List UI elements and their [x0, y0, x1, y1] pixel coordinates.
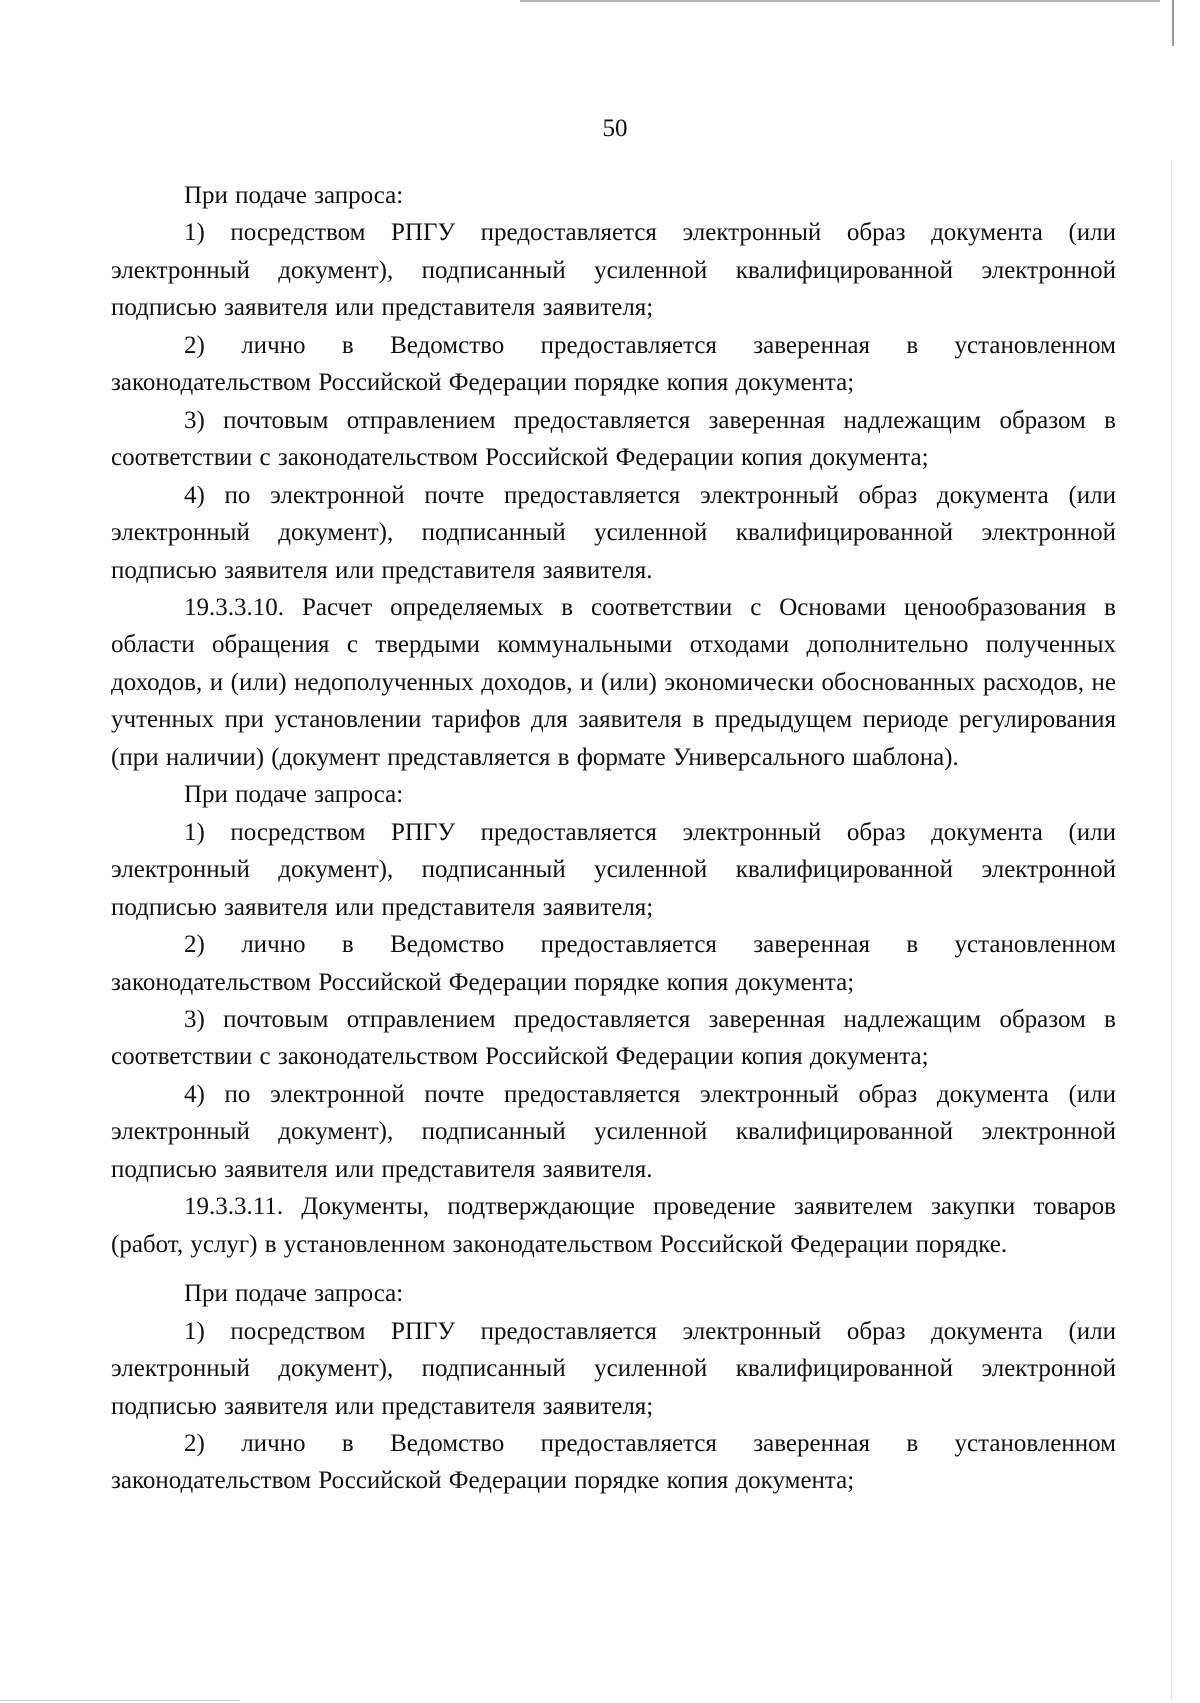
- paragraph-section-19-3-3-10: 19.3.3.10. Расчет определяемых в соответствии с Основами ценообразования в области обращения с твердыми коммунальными отходами дополнительно полученных доходов, и (или) недополученных доходов, и (или) экономически обоснованных расходов, не учтенных при установлении тарифов для заявителя в предыдущем периоде регулирования (при наличии) (документ представляется в формате Универсального шаблона).: [111, 593, 1116, 771]
- paragraph-item-1-rpgu: 1) посредством РПГУ предоставляется электронный образ документа (или электронный документ), подписанный усиленной квалифицированной электронной подписью заявителя или представителя заявителя;: [111, 219, 1116, 322]
- scan-edge-right: [1172, 0, 1174, 46]
- paragraph-submission-heading: При подаче запроса:: [184, 182, 404, 209]
- document-body: [111, 177, 1116, 1500]
- paragraph-submission-heading: При подаче запроса:: [184, 781, 404, 809]
- page-number: 50: [602, 115, 628, 142]
- paragraph-item-1-rpgu: 1) посредством РПГУ предоставляется электронный образ документа (или электронный документ), подписанный усиленной квалифицированной электронной подписью заявителя или представителя заявителя;: [111, 1317, 1116, 1420]
- paragraph-item-4-email: 4) по электронной почте предоставляется электронный образ документа (или электронный документ), подписанный усиленной квалифицированной электронной подписью заявителя или представителя заявителя.: [111, 481, 1116, 584]
- paragraph-item-2-in-person: 2) лично в Ведомство предоставляется заверенная в установленном законодательством Российской Федерации порядке копия документа;: [111, 331, 1116, 397]
- paragraph-item-2-in-person: 2) лично в Ведомство предоставляется заверенная в установленном законодательством Российской Федерации порядке копия документа;: [111, 931, 1116, 996]
- paragraph-submission-heading: При подаче запроса:: [184, 1280, 404, 1308]
- scan-edge-top: [520, 0, 1160, 2]
- scan-edge-right-faint: [1171, 160, 1172, 1700]
- scan-edge-bottom: [0, 1700, 240, 1701]
- paragraph-section-19-3-3-11: 19.3.3.11. Документы, подтверждающие проведение заявителем закупки товаров (работ, услуг) в установленном законодательством Российской Федерации порядке.: [111, 1193, 1116, 1258]
- paragraph-item-3-mail: 3) почтовым отправлением предоставляется заверенная надлежащим образом в соответствии с законодательством Российской Федерации копия документа;: [111, 1005, 1116, 1071]
- paragraph-item-3-mail: 3) почтовым отправлением предоставляется заверенная надлежащим образом в соответствии с законодательством Российской Федерации копия документа;: [111, 406, 1116, 472]
- paragraph-item-1-rpgu: 1) посредством РПГУ предоставляется электронный образ документа (или электронный документ), подписанный усиленной квалифицированной электронной подписью заявителя или представителя заявителя;: [111, 818, 1116, 921]
- paragraph-item-4-email: 4) по электронной почте предоставляется электронный образ документа (или электронный документ), подписанный усиленной квалифицированной электронной подписью заявителя или представителя заявителя.: [111, 1080, 1116, 1183]
- paragraph-item-2-in-person: 2) лично в Ведомство предоставляется заверенная в установленном законодательством Российской Федерации порядке копия документа;: [111, 1429, 1116, 1495]
